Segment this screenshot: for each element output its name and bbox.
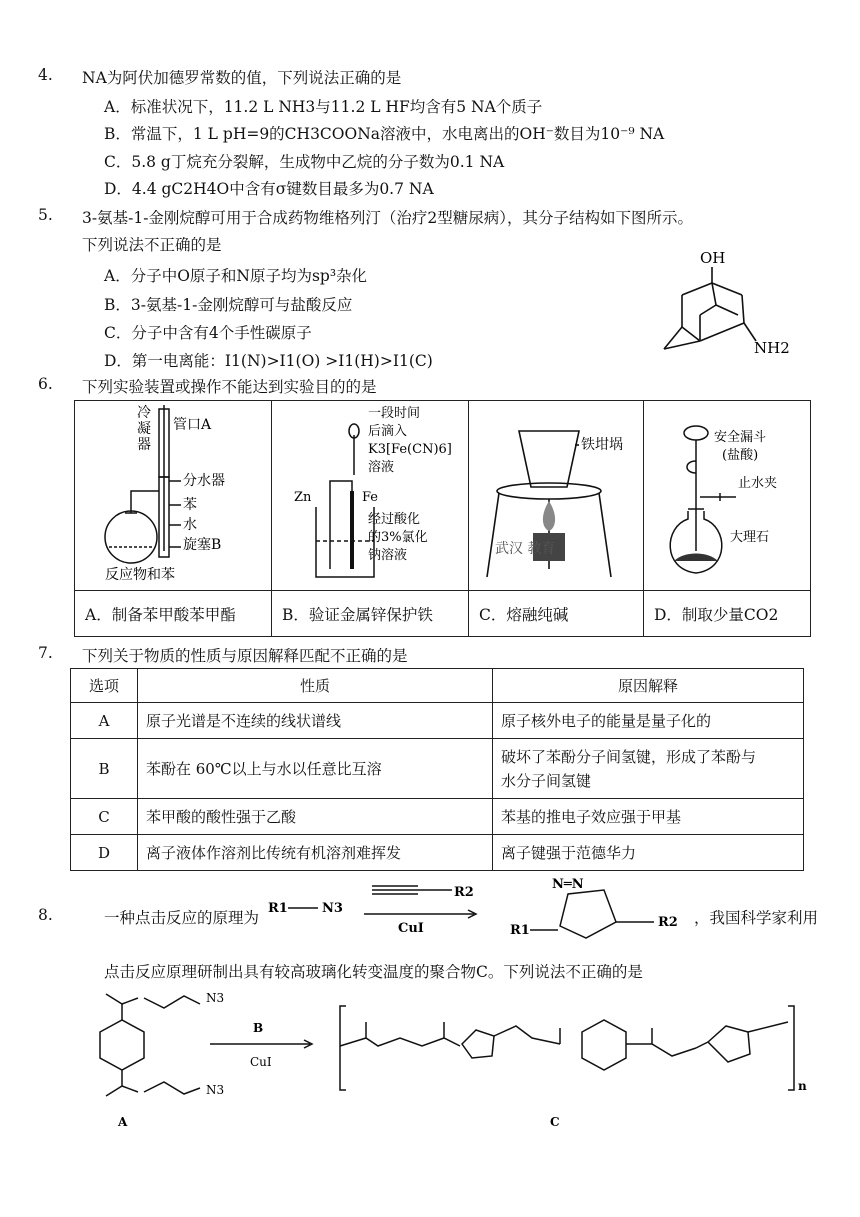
panel-c — [469, 401, 644, 591]
svg-text:苯: 苯 — [183, 497, 197, 513]
q6-stem: 下列实验装置或操作不能达到实验目的的是 — [82, 378, 377, 396]
svg-text:止水夹: 止水夹 — [738, 476, 778, 491]
adamantane-structure — [650, 245, 790, 363]
q7-table — [70, 668, 804, 871]
header-property: 性质 — [138, 669, 493, 703]
svg-text:R2: R2 — [454, 885, 474, 900]
table-row: B 苯酚在 60℃以上与水以任意比互溶 破坏了苯酚分子间氢键，形成了苯酚与 水分子间氢键 — [71, 739, 804, 799]
svg-text:反应物和苯: 反应物和苯 — [105, 567, 175, 583]
svg-text:一段时间: 一段时间 — [368, 406, 421, 421]
q8-stem-a: 一种点击反应的原理为 — [104, 909, 260, 927]
zinc-iron-diagram — [272, 401, 468, 586]
svg-text:K3[Fe(CN)6]: K3[Fe(CN)6] — [368, 442, 452, 457]
caption-a: A．制备苯甲酸苯甲酯 — [75, 591, 272, 637]
table-row: A 原子光谱是不连续的线状谱线 原子核外电子的能量是量子化的 — [71, 703, 804, 739]
q4-option-c: C．5.8 g丁烷充分裂解，生成物中乙烷的分子数为0.1 NA — [104, 153, 505, 171]
q7-number: 7. — [38, 644, 53, 662]
svg-text:经过酸化: 经过酸化 — [368, 512, 421, 527]
svg-text:安全漏斗: 安全漏斗 — [714, 430, 767, 445]
svg-text:器: 器 — [137, 437, 151, 453]
svg-text:N3: N3 — [206, 1083, 225, 1097]
q4-number: 4. — [38, 66, 53, 84]
table-row: C 苯甲酸的酸性强于乙酸 苯基的推电子效应强于甲基 — [71, 799, 804, 835]
svg-text:溶液: 溶液 — [368, 460, 395, 475]
q6-number: 6. — [38, 375, 53, 393]
svg-text:N3: N3 — [322, 901, 343, 916]
caption-d: D．制取少量CO2 — [644, 591, 811, 637]
q5-stem-line1: 3-氨基-1-金刚烷醇可用于合成药物维格列汀（治疗2型糖尿病），其分子结构如下图所示。 — [82, 209, 694, 227]
q4-option-d: D．4.4 gC2H4O中含有σ键数目最多为0.7 NA — [104, 180, 434, 198]
q5-option-d: D．第一电离能：I1(N)>I1(O) >I1(H)>I1(C) — [104, 352, 433, 370]
header-option: 选项 — [71, 669, 138, 703]
svg-text:(盐酸): (盐酸) — [722, 448, 759, 463]
svg-text:Fe: Fe — [362, 490, 379, 505]
label-c: C — [550, 1115, 560, 1129]
svg-text:N═N: N═N — [552, 877, 584, 892]
nh2-label: NH2 — [754, 339, 790, 357]
q4-option-b: B．常温下，1 L pH=9的CH3COONa溶液中，水电离出的OH⁻数目为10⁻⁹ NA — [104, 125, 665, 143]
crucible-diagram — [469, 401, 643, 586]
label-cui: CuI — [250, 1055, 272, 1069]
svg-text:CuI: CuI — [398, 921, 424, 936]
polymer-synthesis-scheme — [60, 986, 820, 1136]
q7-stem: 下列关于物质的性质与原因解释匹配不正确的是 — [82, 647, 408, 665]
panel-a — [75, 401, 272, 591]
q5-option-c: C．分子中含有4个手性碳原子 — [104, 324, 312, 342]
q5-number: 5. — [38, 206, 53, 224]
svg-text:水: 水 — [183, 517, 197, 533]
header-reason: 原因解释 — [493, 669, 804, 703]
svg-text:钠溶液: 钠溶液 — [368, 548, 408, 563]
co2-apparatus-diagram — [644, 401, 810, 586]
svg-text:铁坩埚: 铁坩埚 — [581, 437, 623, 453]
q6-apparatus-table — [74, 400, 811, 637]
q4-stem: NA为阿伏加德罗常数的值，下列说法正确的是 — [82, 69, 402, 87]
svg-text:R1: R1 — [510, 923, 530, 938]
svg-text:冷: 冷 — [137, 405, 151, 421]
q8-number: 8. — [38, 906, 53, 924]
caption-b: B．验证金属锌保护铁 — [272, 591, 469, 637]
svg-text:后滴入: 后滴入 — [368, 424, 408, 439]
svg-text:凝: 凝 — [137, 421, 151, 437]
svg-text:Zn: Zn — [294, 490, 312, 505]
svg-text:旋塞B: 旋塞B — [183, 537, 222, 553]
svg-text:大理石: 大理石 — [730, 530, 770, 545]
q8-line2: 点击反应原理研制出具有较高玻璃化转变温度的聚合物C。下列说法不正确的是 — [104, 963, 643, 981]
oh-label: OH — [700, 249, 726, 267]
svg-text:N3: N3 — [206, 991, 225, 1005]
ester-apparatus-diagram — [75, 401, 271, 586]
svg-text:的3%氯化: 的3%氯化 — [368, 530, 428, 545]
svg-text:管口A: 管口A — [173, 417, 212, 433]
caption-c: C．熔融纯碱 — [469, 591, 644, 637]
panel-d — [644, 401, 811, 591]
q5-stem-line2: 下列说法不正确的是 — [82, 236, 222, 254]
table-row: D 离子液体作溶剂比传统有机溶剂难挥发 离子键强于范德华力 — [71, 835, 804, 871]
svg-text:R2: R2 — [658, 915, 678, 930]
label-b: B — [253, 1021, 264, 1035]
q5-option-a: A．分子中O原子和N原子均为sp³杂化 — [104, 267, 368, 285]
label-n: n — [798, 1079, 807, 1093]
click-reaction-scheme — [268, 868, 688, 940]
label-a: A — [118, 1115, 128, 1129]
q8-stem-b: ，我国科学家利用 — [694, 909, 819, 927]
svg-text:R1: R1 — [268, 901, 288, 916]
q5-option-b: B．3-氨基-1-金刚烷醇可与盐酸反应 — [104, 296, 353, 314]
q4-option-a: A．标准状况下，11.2 L NH3与11.2 L HF均含有5 NA个质子 — [104, 98, 543, 116]
svg-text:分水器: 分水器 — [183, 473, 225, 489]
panel-b — [272, 401, 469, 591]
svg-text:武汉 教育: 武汉 教育 — [495, 541, 556, 557]
